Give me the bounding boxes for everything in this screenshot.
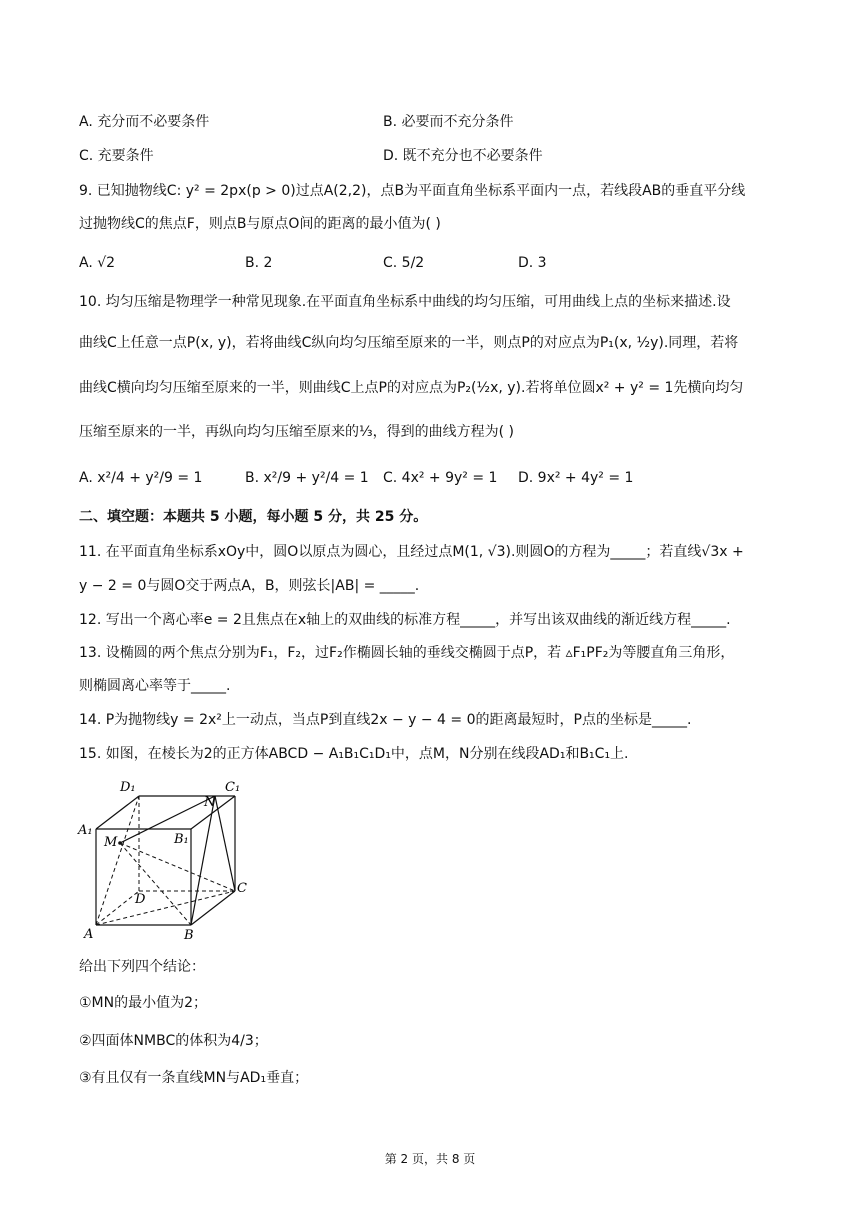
label-n: N — [204, 795, 216, 810]
cube-figure — [76, 772, 256, 942]
q10-option-a: A. x²/4 + y²/9 = 1 — [79, 470, 203, 486]
section-heading: 二、填空题：本题共 5 小题，每小题 5 分，共 25 分。 — [79, 509, 428, 525]
label-d1: D₁ — [120, 780, 136, 795]
conclusion-1: ①MN的最小值为2； — [79, 995, 208, 1011]
q9-option-a: A. √2 — [79, 255, 116, 271]
label-a: A — [84, 927, 94, 942]
segment-cn — [215, 796, 235, 891]
label-b1: B₁ — [174, 832, 189, 847]
label-m: M — [104, 835, 118, 850]
q8-option-c: C. 充要条件 — [79, 148, 154, 164]
q12-text: 12. 写出一个离心率e = 2且焦点在x轴上的双曲线的标准方程_____，并写出该双曲线的渐近线方程_____. — [79, 612, 731, 628]
label-b: B — [184, 928, 194, 942]
edge-a1d1 — [96, 796, 139, 829]
segment-bn — [191, 796, 215, 925]
q11-line1: 11. 在平面直角坐标系xOy中，圆O以原点为圆心，且经过点M(1, √3).则圆O的方程为_____；若直线√3x + — [79, 544, 744, 560]
q8-option-b: B. 必要而不充分条件 — [383, 114, 514, 130]
segment-mc-hidden — [120, 843, 235, 891]
q10-line1: 10. 均匀压缩是物理学一种常见现象.在平面直角坐标系中曲线的均匀压缩，可用曲线上点的坐标来描述.设 — [79, 294, 731, 310]
q10-line2: 曲线C上任意一点P(x, y)，若将曲线C纵向均匀压缩至原来的一半，则点P的对应点为P₁(x, ½y).同理，若将 — [79, 335, 739, 351]
conclusion-3: ③有且仅有一条直线MN与AD₁垂直； — [79, 1070, 309, 1086]
q9-line1: 9. 已知抛物线C: y² = 2px(p > 0)过点A(2,2)，点B为平面直角坐标系平面内一点，若线段AB的垂直平分线 — [79, 183, 746, 199]
segment-mn — [120, 796, 215, 843]
q10-option-c: C. 4x² + 9y² = 1 — [383, 470, 498, 486]
q13-line2: 则椭圆离心率等于_____. — [79, 678, 231, 694]
q10-line3: 曲线C横向均匀压缩至原来的一半，则曲线C上点P的对应点为P₂(½x, y).若将单位圆x² + y² = 1先横向均匀 — [79, 380, 744, 396]
q10-option-d: D. 9x² + 4y² = 1 — [518, 470, 634, 486]
q14-text: 14. P为抛物线y = 2x²上一动点，当点P到直线2x − y − 4 = 0的距离最短时，P点的坐标是_____. — [79, 712, 692, 728]
q9-line2: 过抛物线C的焦点F，则点B与原点O间的距离的最小值为( ) — [79, 216, 441, 232]
q9-option-c: C. 5/2 — [383, 255, 425, 271]
label-c1: C₁ — [225, 780, 241, 795]
q9-option-b: B. 2 — [245, 255, 273, 271]
q10-option-b: B. x²/9 + y²/4 = 1 — [245, 470, 369, 486]
conclusions-intro: 给出下列四个结论： — [79, 959, 205, 975]
point-m — [118, 841, 122, 845]
segment-ad1-hidden — [96, 796, 139, 925]
q11-line2: y − 2 = 0与圆O交于两点A，B，则弦长|AB| = _____. — [79, 578, 420, 594]
conclusion-2: ②四面体NMBC的体积为4/3； — [79, 1033, 268, 1049]
segment-ac-hidden — [96, 891, 235, 925]
q8-option-d: D. 既不充分也不必要条件 — [383, 148, 543, 164]
q8-option-a: A. 充分而不必要条件 — [79, 114, 210, 130]
label-d: D — [135, 892, 146, 907]
q13-line1: 13. 设椭圆的两个焦点分别为F₁，F₂，过F₂作椭圆长轴的垂线交椭圆于点P，若 ▵F₁PF₂为等腰直角三角形， — [79, 645, 735, 661]
q15-text: 15. 如图，在棱长为2的正方体ABCD − A₁B₁C₁D₁中，点M，N分别在线段AD₁和B₁C₁上. — [79, 746, 629, 762]
label-a1: A₁ — [78, 823, 93, 838]
q9-option-d: D. 3 — [518, 255, 547, 271]
label-c: C — [237, 881, 247, 896]
segment-mb-hidden — [120, 843, 191, 925]
page-footer: 第 2 页，共 8 页 — [384, 1152, 476, 1166]
q10-line4: 压缩至原来的一半，再纵向均匀压缩至原来的⅓，得到的曲线方程为( ) — [79, 424, 514, 440]
